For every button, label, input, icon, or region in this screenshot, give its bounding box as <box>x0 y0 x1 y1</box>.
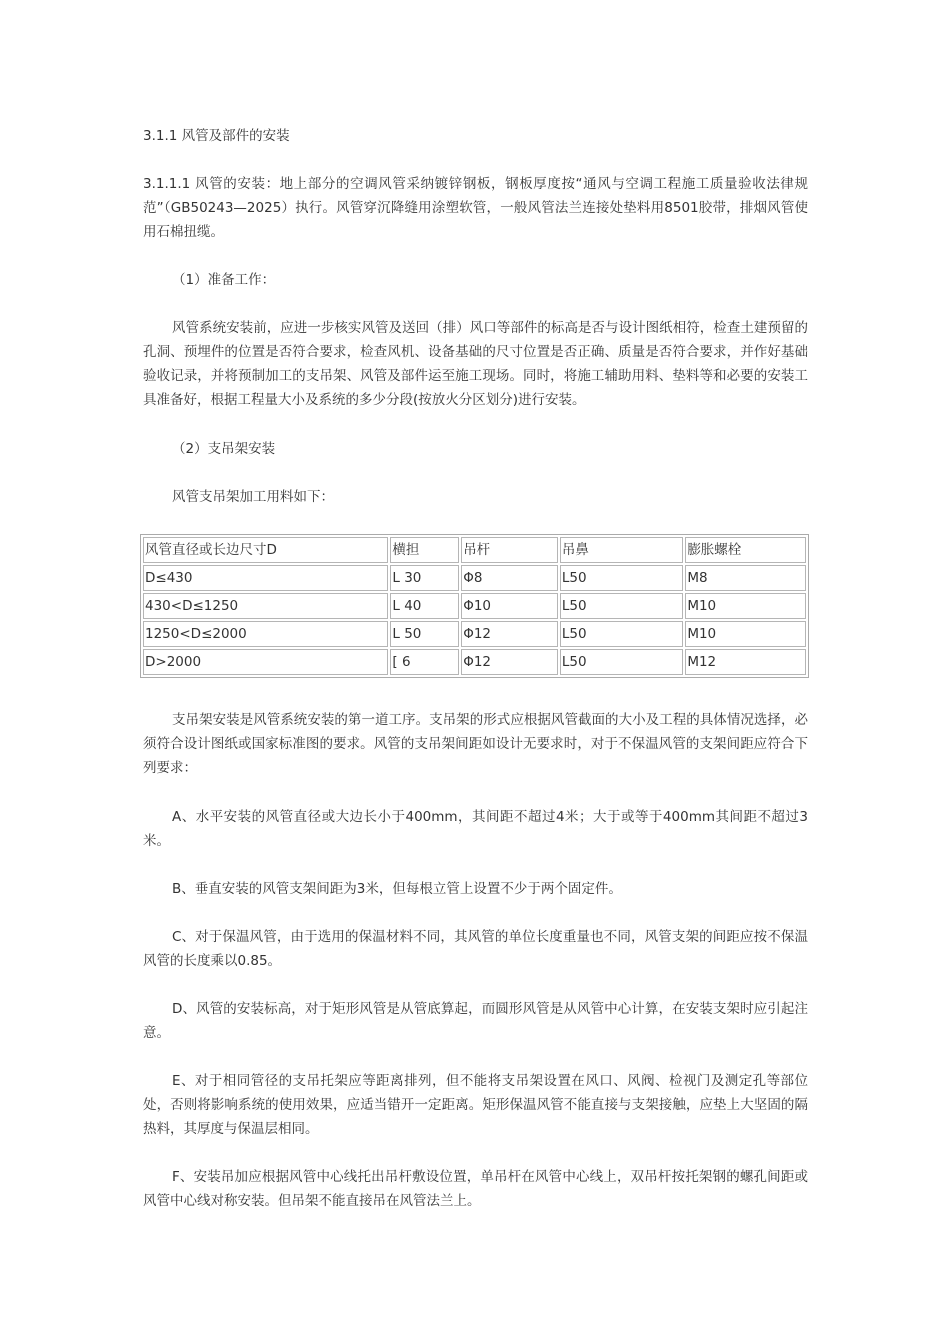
table-cell: D≤430 <box>143 565 388 591</box>
table-row <box>143 621 806 647</box>
paragraph-duct-installation: 3.1.1.1 风管的安装：地上部分的空调风管采纳镀锌钢板，钢板厚度按“通风与空调工程施工质量验收法律规范”（GB50243—2025）执行。风管穿沉降缝用涂塑软管，一般风管法兰连接处垫料用8501胶带，排烟风管使用石棉扭缆。 <box>143 176 808 240</box>
table-header-cell: 吊鼻 <box>560 537 683 563</box>
section-title: 3.1.1 风管及部件的安装 <box>143 128 290 144</box>
table-cell: Φ12 <box>461 621 558 647</box>
requirement-item-e: E、对于相同管径的支吊托架应等距离排列，但不能将支吊架设置在风口、风阀、检视门及测定孔等部位处，否则将影响系统的使用效果，应适当错开一定距离。矩形保温风管不能直接与支架接触，应垫上大坚固的隔热料，其厚度与保温层相同。 <box>143 1073 808 1137</box>
paragraph-preparation: 风管系统安装前，应进一步核实风管及送回（排）风口等部件的标高是否与设计图纸相符，检查土建预留的孔洞、预埋件的位置是否符合要求，检查风机、设备基础的尺寸位置是否正确、质量是否符合要求，并作好基础验收记录，并将预制加工的支吊架、风管及部件运至施工现场。同时，将施工辅助用料、垫料等和必要的安装工具准备好，根据工程量大小及系统的多少分段(按放火分区划分)进行安装。 <box>143 320 808 408</box>
requirement-item-d: D、风管的安装标高，对于矩形风管是从管底算起，而圆形风管是从风管中心计算，在安装支架时应引起注意。 <box>143 1001 808 1041</box>
table-cell: Φ10 <box>461 593 558 619</box>
requirement-item-c: C、对于保温风管，由于选用的保温材料不同，其风管的单位长度重量也不同，风管支架的间距应按不保温风管的长度乘以0.85。 <box>143 929 808 969</box>
table-row <box>143 593 806 619</box>
table-intro: 风管支吊架加工用料如下： <box>172 489 334 505</box>
subsection-support-title: （2）支吊架安装 <box>172 441 276 457</box>
requirement-item-a: A、水平安装的风管直径或大边长小于400mm，其间距不超过4米；大于或等于400mm其间距不超过3米。 <box>143 809 808 849</box>
table-header-cell: 风管直径或长边尺寸D <box>143 537 388 563</box>
table-cell: L50 <box>560 565 683 591</box>
requirement-item-f: F、安装吊加应根据风管中心线托出吊杆敷设位置，单吊杆在风管中心线上，双吊杆按托架钢的螺孔间距或风管中心线对称安装。但吊架不能直接吊在风管法兰上。 <box>143 1169 808 1209</box>
table-cell: M10 <box>685 621 806 647</box>
table-cell: Φ12 <box>461 649 558 675</box>
table-cell: L50 <box>560 621 683 647</box>
table-cell: M10 <box>685 593 806 619</box>
table-header-row <box>143 537 806 563</box>
table-cell: L50 <box>560 593 683 619</box>
table-cell: L 30 <box>390 565 459 591</box>
requirement-item-b: B、垂直安装的风管支架间距为3米，但每根立管上设置不少于两个固定件。 <box>172 881 622 897</box>
table-cell: 430<D≤1250 <box>143 593 388 619</box>
table-cell: L 50 <box>390 621 459 647</box>
table-header-cell: 横担 <box>390 537 459 563</box>
table-cell: D>2000 <box>143 649 388 675</box>
table-cell: [ 6 <box>390 649 459 675</box>
table-row <box>143 649 806 675</box>
table-cell: 1250<D≤2000 <box>143 621 388 647</box>
subsection-preparation-title: （1）准备工作： <box>172 272 276 288</box>
table-cell: L50 <box>560 649 683 675</box>
table-cell: M8 <box>685 565 806 591</box>
support-material-table <box>140 534 809 678</box>
table-cell: L 40 <box>390 593 459 619</box>
table-cell: M12 <box>685 649 806 675</box>
table-row <box>143 565 806 591</box>
table-header-cell: 膨胀螺栓 <box>685 537 806 563</box>
paragraph-support-installation: 支吊架安装是风管系统安装的第一道工序。支吊架的形式应根据风管截面的大小及工程的具体情况选择，必须符合设计图纸或国家标准图的要求。风管的支吊架间距如设计无要求时，对于不保温风管的支架间距应符合下列要求： <box>143 712 808 776</box>
table-cell: Φ8 <box>461 565 558 591</box>
table-header-cell: 吊杆 <box>461 537 558 563</box>
